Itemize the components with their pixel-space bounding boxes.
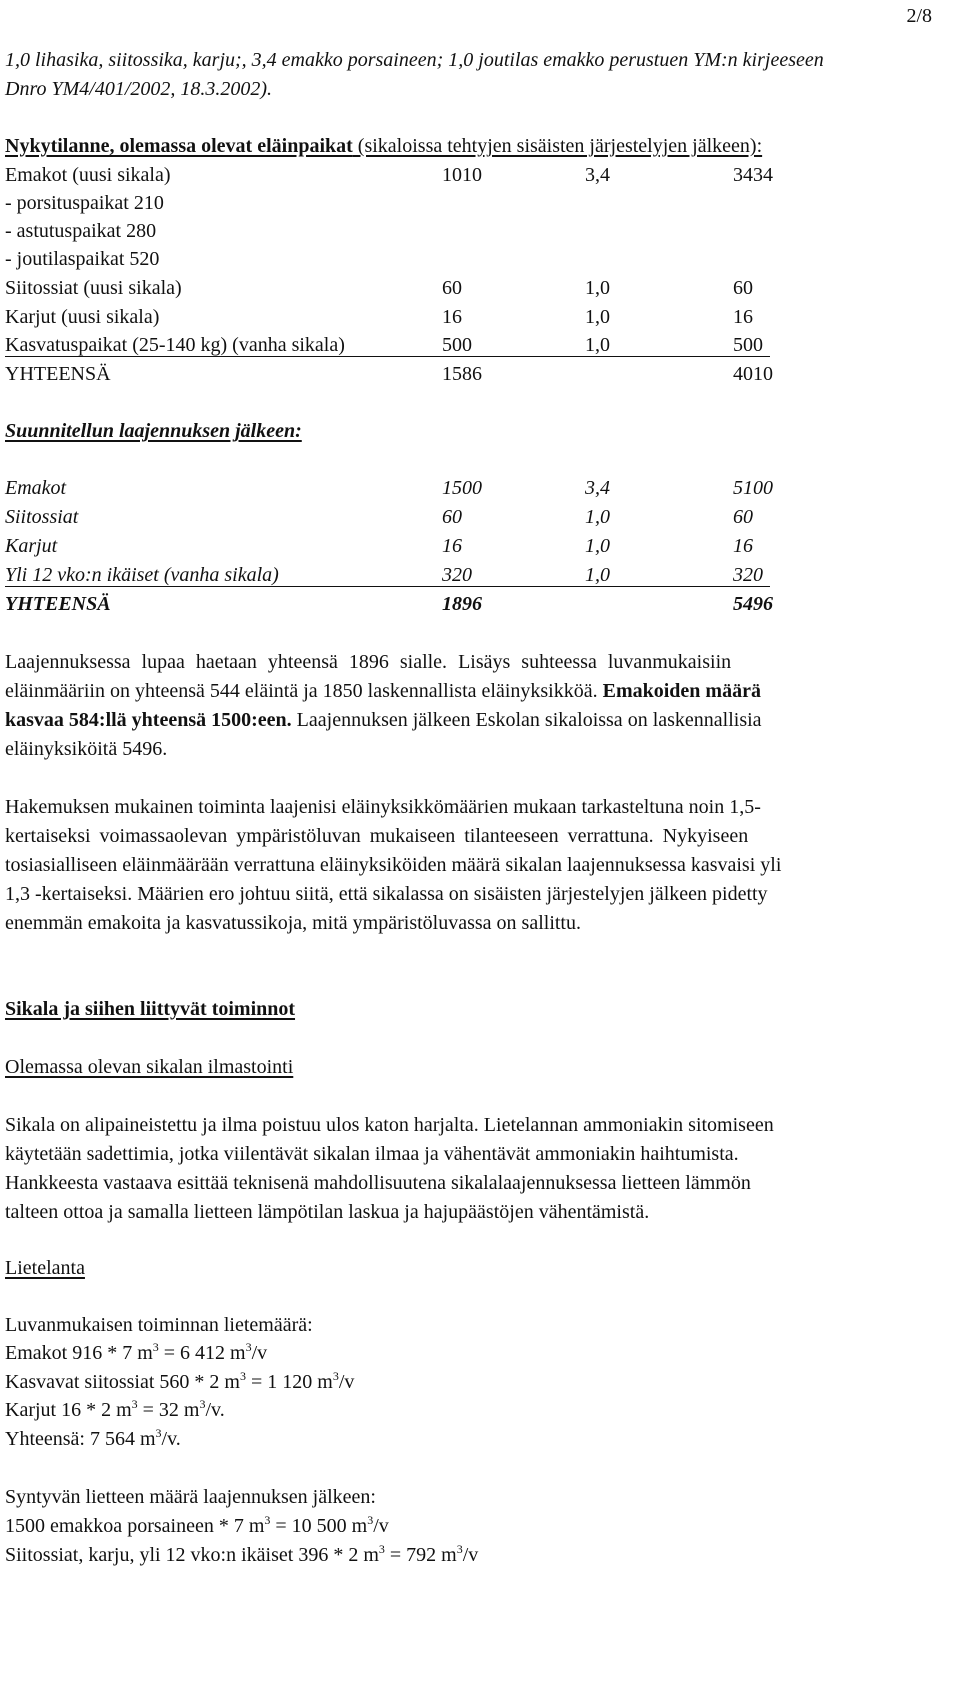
current-heading-rest: (sikaloissa tehtyjen sisäisten järjestelyjen jälkeen): <box>352 135 763 157</box>
table-row <box>5 247 865 275</box>
manure-heading: Luvanmukaisen toiminnan lietemäärä: <box>5 1314 313 1336</box>
table-row-total <box>5 362 865 390</box>
manure-text: /v <box>373 1515 389 1537</box>
row-units: 5496 <box>733 593 773 615</box>
manure-text: /v <box>338 1371 355 1393</box>
row-units: 16 <box>733 306 753 328</box>
para-line: talteen ottoa ja samalla lietteen lämpötilan laskua ja hajupäästöjen vähentämistä. <box>5 1201 650 1223</box>
row-label: YHTEENSÄ <box>5 363 111 385</box>
table-row <box>5 505 865 533</box>
row-units: 5100 <box>733 477 773 499</box>
manure-text: Kasvavat siitossiat 560 * 2 m <box>5 1371 240 1393</box>
row-count: 1010 <box>442 164 482 186</box>
section-title: Sikala ja siihen liittyvät toiminnot <box>5 998 296 1020</box>
row-count: 16 <box>442 535 462 557</box>
row-count: 16 <box>442 306 462 328</box>
manure-text: 1500 emakkoa porsaineen * 7 m <box>5 1515 265 1537</box>
row-count: 1500 <box>442 477 482 499</box>
table-row <box>5 276 865 304</box>
page-number: 2/8 <box>906 5 932 27</box>
row-factor: 3,4 <box>585 477 610 499</box>
manure-line <box>5 1341 267 1365</box>
row-count: 1896 <box>442 593 482 615</box>
row-label: Emakot (uusi sikala) <box>5 164 171 186</box>
manure-text: /v. <box>205 1399 225 1421</box>
row-units: 3434 <box>733 164 773 186</box>
manure-line <box>5 1370 354 1394</box>
current-heading <box>5 134 762 158</box>
superscript: 3 <box>155 1426 162 1440</box>
manure-text: Emakot 916 * 7 m <box>5 1342 153 1364</box>
row-label: Yli 12 vko:n ikäiset (vanha sikala) <box>5 564 279 586</box>
superscript: 3 <box>332 1369 339 1383</box>
manure-text: Karjut 16 * 2 m <box>5 1399 132 1421</box>
manure-line <box>5 1514 389 1538</box>
table-total-rule <box>5 586 770 587</box>
superscript: 3 <box>367 1513 374 1527</box>
superscript: 3 <box>199 1397 206 1411</box>
row-label: - astutuspaikat 280 <box>5 220 157 242</box>
row-count: 60 <box>442 277 462 299</box>
superscript: 3 <box>152 1340 159 1354</box>
row-factor: 1,0 <box>585 535 610 557</box>
row-label: - porsituspaikat 210 <box>5 192 164 214</box>
superscript: 3 <box>456 1542 463 1556</box>
para-text: Laajennuksessa lupaa haetaan yhteensä 1896 sialle. <box>5 651 448 673</box>
row-units: 16 <box>733 535 753 557</box>
manure-text: = 792 m <box>384 1544 457 1566</box>
para-line: tosiasialliseen eläinmäärään verrattuna eläinyksiköiden määrä sikalan laajennuksessa kasvaisi yli <box>5 854 782 876</box>
para-line: Sikala on alipaineistettu ja ilma poistuu ulos katon harjalta. Lietelannan ammoniakin sitomiseen <box>5 1114 774 1136</box>
row-factor: 1,0 <box>585 564 610 586</box>
row-label: YHTEENSÄ <box>5 593 111 615</box>
para-text-bold: kasvaa 584:llä yhteensä 1500:een. <box>5 709 292 731</box>
row-label: - joutilaspaikat 520 <box>5 248 160 270</box>
current-heading-bold: Nykytilanne, olemassa olevat eläinpaikat <box>5 135 353 157</box>
para-line: Hakemuksen mukainen toiminta laajenisi eläinyksikkömäärien mukaan tarkasteltuna noin 1,5- <box>5 796 761 818</box>
table-row <box>5 163 865 191</box>
manure-text: = 32 m <box>137 1399 200 1421</box>
manure-text: Yhteensä: 7 564 m <box>5 1428 156 1450</box>
row-units: 4010 <box>733 363 773 385</box>
intro-line-2: Dnro YM4/401/2002, 18.3.2002). <box>5 78 273 100</box>
superscript: 3 <box>378 1542 385 1556</box>
superscript: 3 <box>239 1369 246 1383</box>
para-line: käytetään sadettimia, jotka viilentävät sikalan ilmaa ja vähentävät ammoniakin haihtumista. <box>5 1143 739 1165</box>
superscript: 3 <box>264 1513 271 1527</box>
manure-heading: Syntyvän lietteen määrä laajennuksen jälkeen: <box>5 1486 376 1508</box>
manure-text: = 6 412 m <box>158 1342 246 1364</box>
para-text: Laajennuksen jälkeen Eskolan sikaloissa on laskennallisia <box>291 709 762 731</box>
manure-line <box>5 1427 181 1451</box>
manure-text: /v <box>251 1342 268 1364</box>
manure-text: = 10 500 m <box>270 1515 368 1537</box>
table-row <box>5 305 865 333</box>
para-line <box>5 650 895 674</box>
row-units: 60 <box>733 277 753 299</box>
planned-heading: Suunnitellun laajennuksen jälkeen: <box>5 420 302 442</box>
row-label: Emakot <box>5 477 67 499</box>
table-row <box>5 219 865 247</box>
para-line <box>5 679 761 703</box>
row-label: Karjut (uusi sikala) <box>5 306 160 328</box>
table-total-rule <box>5 356 770 357</box>
intro-line-1: 1,0 lihasika, siitossika, karju;, 3,4 emakko porsaineen; 1,0 joutilas emakko perustuen YM:n kirjeeseen <box>5 49 824 71</box>
subsection-ventilation: Olemassa olevan sikalan ilmastointi <box>5 1056 294 1078</box>
row-count: 1586 <box>442 363 482 385</box>
manure-line <box>5 1398 225 1422</box>
manure-line <box>5 1543 478 1567</box>
row-label: Siitossiat <box>5 506 79 528</box>
para-line: eläinyksiköitä 5496. <box>5 738 168 760</box>
row-units: 320 <box>733 564 763 586</box>
table-row <box>5 534 865 562</box>
subsection-manure: Lietelanta <box>5 1257 85 1279</box>
superscript: 3 <box>245 1340 252 1354</box>
para-line: enemmän emakoita ja kasvatussikoja, mitä ympäristöluvassa on sallittu. <box>5 912 581 934</box>
table-row <box>5 191 865 219</box>
row-factor: 1,0 <box>585 306 610 328</box>
row-count: 60 <box>442 506 462 528</box>
table-row <box>5 476 865 504</box>
manure-text: /v <box>462 1544 479 1566</box>
row-label: Kasvatuspaikat (25-140 kg) (vanha sikala) <box>5 334 345 356</box>
row-factor: 1,0 <box>585 506 610 528</box>
row-factor: 1,0 <box>585 277 610 299</box>
row-label: Siitossiat (uusi sikala) <box>5 277 182 299</box>
para-line: 1,3 -kertaiseksi. Määrien ero johtuu siitä, että sikalassa on sisäisten järjestelyjen jälkeen pidetty <box>5 883 768 905</box>
row-label: Karjut <box>5 535 58 557</box>
row-factor: 1,0 <box>585 334 610 356</box>
superscript: 3 <box>131 1397 138 1411</box>
row-count: 320 <box>442 564 472 586</box>
row-units: 60 <box>733 506 753 528</box>
row-count: 500 <box>442 334 472 356</box>
row-factor: 3,4 <box>585 164 610 186</box>
manure-text: Siitossiat, karju, yli 12 vko:n ikäiset 396 * 2 m <box>5 1544 379 1566</box>
para-line <box>5 708 762 732</box>
row-units: 500 <box>733 334 763 356</box>
para-text: Lisäys suhteessa luvanmukaisiin <box>447 651 732 673</box>
para-text: eläinmääriin on yhteensä 544 eläintä ja 1850 laskennallista eläinyksikköä. <box>5 680 598 702</box>
manure-text: = 1 120 m <box>245 1371 333 1393</box>
para-line: kertaiseksi voimassaolevan ympäristöluvan mukaiseen tilanteeseen verrattuna. Nykyiseen <box>5 825 749 847</box>
table-row-total <box>5 592 865 620</box>
para-text-bold: Emakoiden määrä <box>597 680 761 702</box>
manure-text: /v. <box>161 1428 181 1450</box>
para-line: Hankkeesta vastaava esittää teknisenä mahdollisuutena sikalalaajennuksessa lietteen lämmön <box>5 1172 751 1194</box>
